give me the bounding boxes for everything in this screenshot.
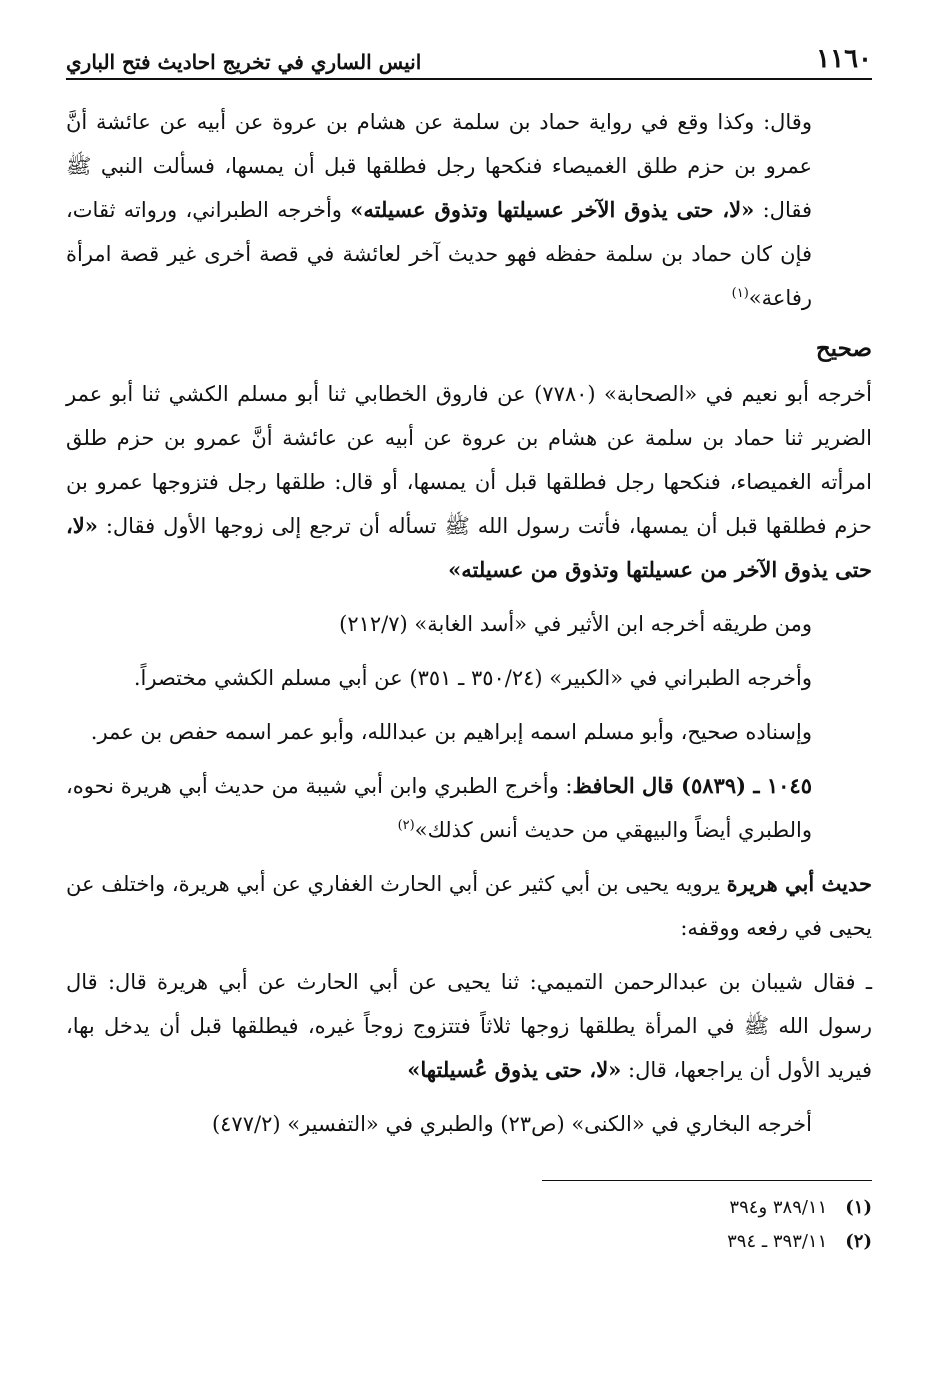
text-run: ـ فقال شيبان بن عبدالرحمن التميمي: ثنا يحيى عن أبي الحارث عن أبي هريرة قال: قال رسول الله ﷺ في المرأة يطلقها زوجها ثلاثاً فتتزوج زوجاً غيره، فيطلقها قبل أن يدخل بها، فيريد الأول أن يراجعها، قال:: [66, 970, 872, 1082]
text-run: وأخرجه الطبراني، ورواته ثقات، فإن كان حماد بن سلمة حفظه فهو حديث آخر لعائشة في قصة أخرى غير قصة امرأة رفاعة»: [66, 198, 812, 310]
paragraph-abu-hurayra: [66, 862, 872, 950]
footnote-ref-1[interactable]: (١): [731, 286, 749, 301]
text-run: أخرجه أبو نعيم في «الصحابة» (٧٧٨٠) عن فاروق الخطابي ثنا أبو مسلم الكشي ثنا أبو عمر الضرير ثنا حماد بن سلمة عن هشام بن عروة عن أبيه عن عائشة أنَّ عمرو بن حزم طلق امرأته الغميصاء، فنكحها رجل فطلقها قبل أن يمسها، أو قال: طلقها رجل فتزوجها عمرو بن حزم فطلقها قبل أن يمسها، فأتت رسول الله ﷺ تسأله أن ترجع إلى زوجها الأول فقال:: [66, 382, 872, 538]
hadith-text: «لا، حتى يذوق الآخر من عسيلتها وتذوق من عسيلته»: [66, 513, 872, 582]
paragraph-tabarani: وأخرجه الطبراني في «الكبير» (٣٥٠/٢٤ ـ ٣٥١) عن أبي مسلم الكشي مختصراً.: [133, 666, 812, 690]
footnote-text: ٣٨٩/١١ و٣٩٤: [729, 1197, 828, 1218]
footnote-mark: (١): [845, 1197, 872, 1218]
footnote-1: [66, 1191, 872, 1225]
footnote-ref-2[interactable]: (٢): [397, 818, 415, 833]
footnote-divider: [542, 1180, 872, 1181]
footnote-2: [66, 1225, 872, 1259]
footnote-text: ٣٩٣/١١ ـ ٣٩٤: [727, 1231, 828, 1252]
paragraph-takhrij: [66, 372, 872, 592]
footnote-mark: (٢): [845, 1231, 872, 1252]
text-run: وقال: وكذا وقع في رواية حماد بن سلمة عن هشام بن عروة عن أبيه عن عائشة أنَّ عمرو بن حزم طلق الغميصاء فنكحها رجل فطلقها قبل أن يمسها، فسألت النبي ﷺ فقال:: [66, 110, 813, 222]
section-label: حديث أبي هريرة: [726, 871, 872, 896]
paragraph-entry-1045: [66, 764, 872, 852]
hadith-text: «لا، حتى يذوق عُسيلتها»: [407, 1057, 622, 1082]
paragraph-isnad: وإسناده صحيح، وأبو مسلم اسمه إبراهيم بن عبدالله، وأبو عمر اسمه حفص بن عمر.: [90, 720, 812, 744]
hadith-text: «لا، حتى يذوق الآخر عسيلتها وتذوق عسيلته»: [350, 197, 755, 222]
page-number: ١١٦٠: [816, 44, 872, 74]
paragraph-ibn-athir: ومن طريقه أخرجه ابن الأثير في «أسد الغابة» (٢١٢/٧): [339, 612, 812, 636]
paragraph-hafiz-quote: [66, 100, 872, 320]
running-title: انيس الساري في تخريج احاديث فتح الباري: [66, 50, 422, 74]
paragraph-bukhari: أخرجه البخاري في «الكنى» (ص٢٣) والطبري في «التفسير» (٤٧٧/٢): [211, 1112, 812, 1136]
paragraph-shayban: [66, 960, 872, 1092]
main-text: [66, 100, 872, 1146]
text-run: : وأخرج الطبري وابن أبي شيبة من حديث أبي هريرة نحوه، والطبري أيضاً والبيهقي من حديث أنس كذلك»: [66, 774, 812, 842]
running-head: [66, 34, 872, 80]
text-run: يرويه يحيى بن أبي كثير عن أبي الحارث الغفاري عن أبي هريرة، واختلف عن يحيى في رفعه ووقفه:: [66, 872, 872, 940]
grade-heading: صحيح: [815, 335, 872, 362]
footnotes: [66, 1191, 872, 1259]
book-page: [66, 34, 872, 1354]
entry-number: ١٠٤٥ ـ (٥٨٣٩) قال الحافظ: [572, 773, 812, 798]
